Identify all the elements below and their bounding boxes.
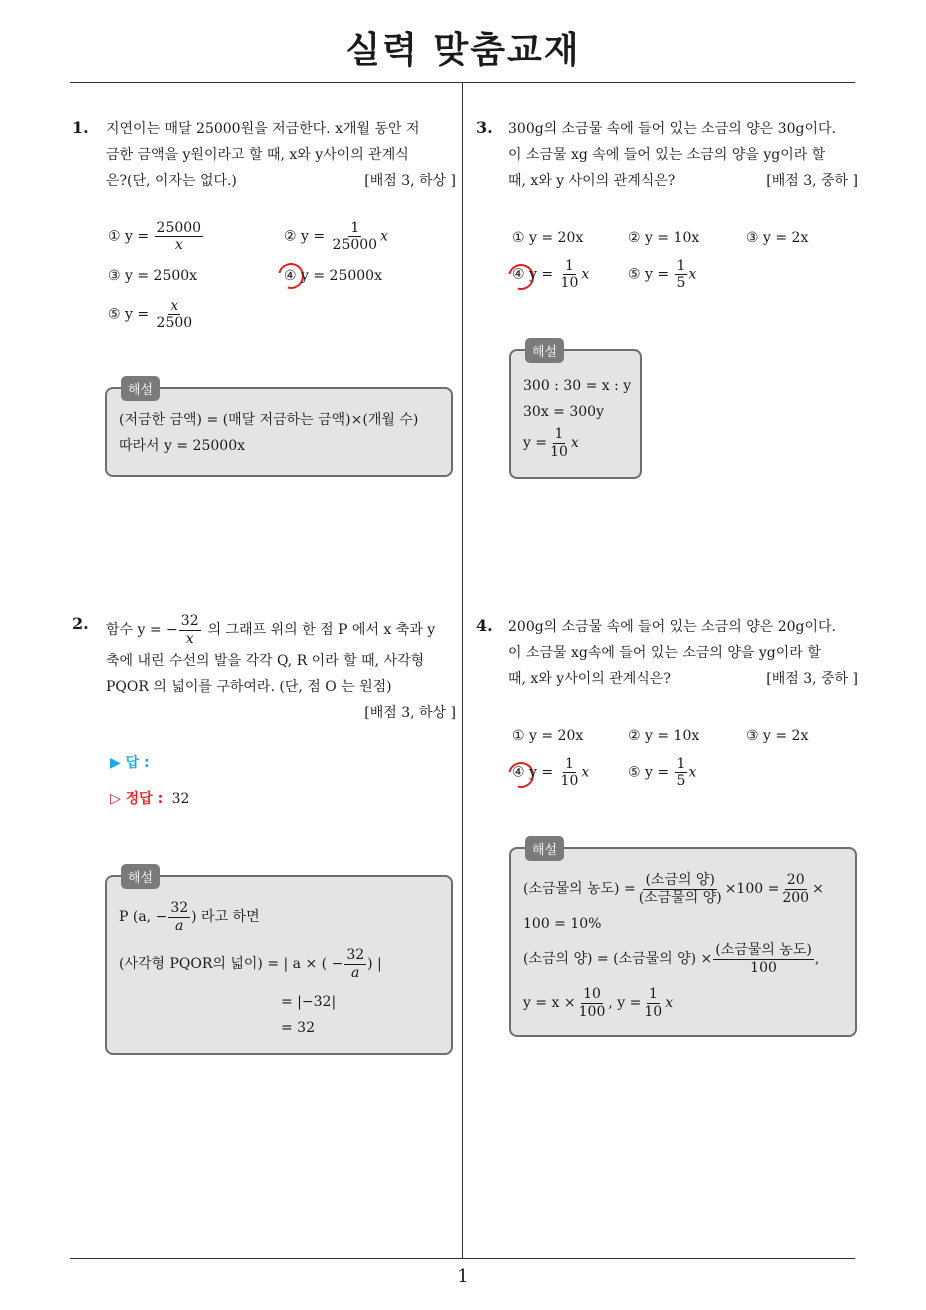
solution-box — [509, 345, 642, 479]
question-number: 3. — [476, 118, 493, 137]
solution-tag: 해설 — [525, 338, 564, 363]
choice-4[interactable]: ④ y = $\frac{1}{10}$ x — [512, 258, 590, 292]
score-label: [배점 3, 하상 ] — [364, 173, 456, 189]
choice-5[interactable]: ⑤ y = $\frac{x}{2500}$ — [108, 298, 193, 332]
choice-3[interactable]: ③ y = 2x — [746, 728, 809, 744]
answer-label: ▶ 답 : — [110, 755, 150, 771]
choice-1[interactable]: ① y = 20x — [512, 728, 584, 744]
solution-box — [509, 843, 857, 1037]
choice-3[interactable]: ③ y = 2x — [746, 230, 809, 246]
choice-5[interactable]: ⑤ y = $\frac{1}{5}$ x — [628, 258, 697, 292]
question-text: 300g의 소금물 속에 들어 있는 소금의 양은 30g이다. 이 소금물 xg 속에 들어 있는 소금의 양을 yg이라 할 때, x와 y 사이의 관계식은? [배점 3, 중하 ] — [508, 116, 858, 194]
choice-1[interactable]: ① y = 20x — [512, 230, 584, 246]
choice-4[interactable]: ④ y = 25000x — [284, 268, 382, 284]
solution-text: 300 : 30 = x : y 30x = 300y y = $\frac{1}{10}$ x — [523, 378, 632, 460]
footer-rule — [70, 1258, 855, 1259]
correct-answer: ▷ 정답 : 32 — [110, 791, 190, 807]
question-number: 1. — [72, 118, 89, 137]
question-number: 4. — [476, 616, 493, 635]
score-label: [배점 3, 중하 ] — [766, 173, 858, 189]
choice-2[interactable]: ② y = 10x — [628, 230, 700, 246]
solution-box — [105, 871, 453, 1055]
solution-text: P (a, − $\frac{32}{a}$ ) 라고 하면 (사각형 PQOR의 넓이) = | a × ( − $\frac{32}{a}$ ) | = |−32| = 32 — [119, 900, 382, 1036]
choice-2[interactable]: ② y = $\frac{1}{25000}$ x — [284, 220, 388, 254]
column-divider — [462, 83, 463, 1259]
question-number: 2. — [72, 614, 89, 633]
solution-text: (저금한 금액) = (매달 저금하는 금액)×(개월 수) 따라서 y = 25000x — [119, 412, 419, 454]
choice-4[interactable]: ④ y = $\frac{1}{10}$ x — [512, 756, 590, 790]
score-label: [배점 3, 하상 ] — [364, 705, 456, 721]
choice-1[interactable]: ① y = $\frac{25000}{x}$ — [108, 220, 202, 254]
question-text: 200g의 소금물 속에 들어 있는 소금의 양은 20g이다. 이 소금물 xg속에 들어 있는 소금의 양을 yg이라 할 때, x와 y사이의 관계식은? [배점 3, 중하 ] — [508, 614, 858, 692]
question-text: 지연이는 매달 25000원을 저금한다. x개월 동안 저 금한 금액을 y원이라고 할 때, x와 y사이의 관계식 은?(단, 이자는 없다.) [배점 3, 하상 ] — [106, 116, 456, 194]
choice-5[interactable]: ⑤ y = $\frac{1}{5}$ x — [628, 756, 697, 790]
solution-text: (소금물의 농도) = $\frac{\text{(소금의 양)}}{\text{(소금물의 양)}}$ ×100 = $\frac{20}{200}$ × 100 = 10% (소금의 양) = (소금물의 양) × $\frac{\text{(소금물의 농도)}}{100}$ , y = x × $\frac{10}{100}$ , y = $\frac{1}{10}$ x — [523, 872, 824, 1020]
solution-tag: 해설 — [121, 864, 160, 889]
score-label: [배점 3, 중하 ] — [766, 671, 858, 687]
solution-tag: 해설 — [525, 836, 564, 861]
choice-3[interactable]: ③ y = 2500x — [108, 268, 198, 284]
solution-box — [105, 383, 453, 477]
choice-2[interactable]: ② y = 10x — [628, 728, 700, 744]
page-number: 1 — [457, 1266, 469, 1287]
question-text: 함수 y = − $\frac{32}{x}$ 의 그래프 위의 한 점 P 에서 x 축과 y 축에 내린 수선의 발을 각각 Q, R 이라 할 때, 사각형 PQOR 의 넓이를 구하여라. (단, 점 O 는 원점) [배점 3, 하상 ] — [106, 612, 456, 726]
solution-tag: 해설 — [121, 376, 160, 401]
page-title: 실력 맞춤교재 — [345, 30, 581, 71]
